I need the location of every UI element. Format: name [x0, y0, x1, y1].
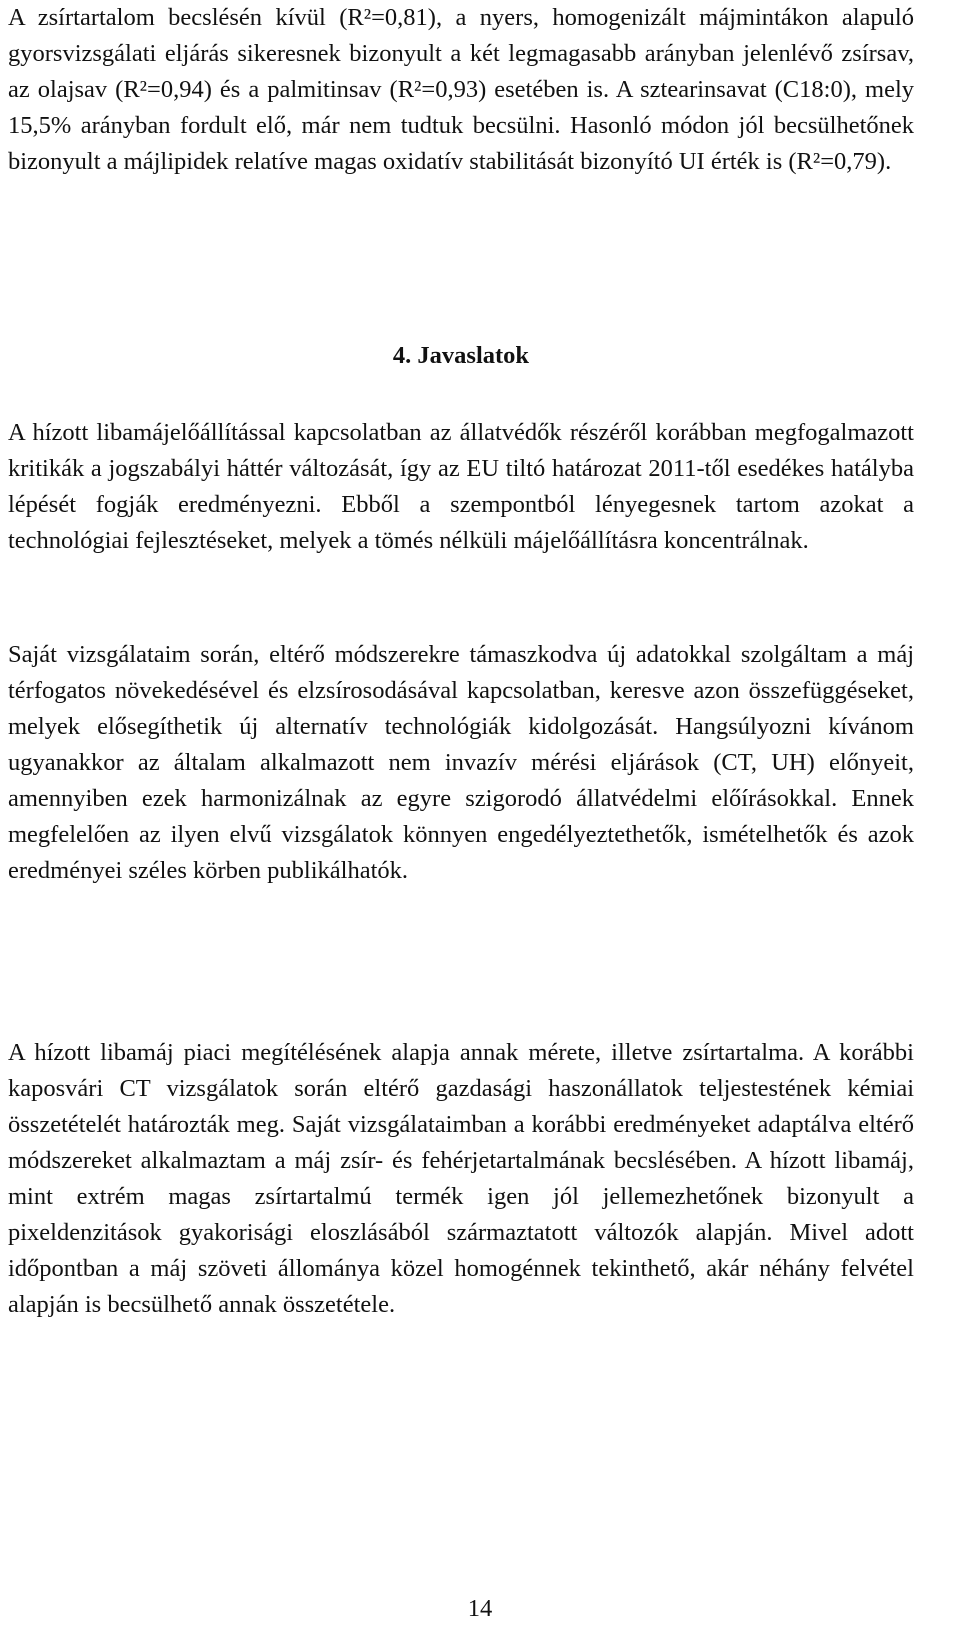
paragraph-market-evaluation: A hízott libamáj piaci megítélésének alapja annak mérete, illetve zsírtartalma. A korábbi kaposvári CT vizsgálatok során eltérő gazdasági haszonállatok teljestestének kémiai összetételét határozták meg. Saját vizsgálataimban a korábbi eredményeket adaptálva eltérő módszereket alkalmaztam a máj zsír- és fehérjetartalmának becslésében. A hízott libamáj, mint extrém magas zsírtartalmú termék igen jól jellemezhetőnek bizonyult a pixeldenzitások gyakorisági eloszlásából származtatott változók alapján. Mivel adott időpontban a máj szöveti állománya közel homogénnek tekinthető, akár néhány felvétel alapján is becsülhető annak összetétele. — [8, 1039, 914, 1318]
section-heading: 4. Javaslatok — [392, 342, 530, 369]
paragraph-animal-welfare: A hízott libamájelőállítással kapcsolatban az állatvédők részéről korábban megfogalmazott kritikák a jogszabályi háttér változását, így az EU tiltó határozat 2011-től esedékes hatályba lépését fogják eredményezni. Ebből a szempontból lényegesnek tartom azokat a technológiai fejlesztéseket, melyek a tömés nélküli májelőállításra koncentrálnak. — [8, 419, 914, 554]
paragraph-own-studies: Saját vizsgálataim során, eltérő módszerekre támaszkodva új adatokkal szolgáltam a máj térfogatos növekedésével és elzsírosodásával kapcsolatban, keresve azon összefüggéseket, melyek elősegíthetik új alternatív technológiák kidolgozását. Hangsúlyozni kívánom ugyanakkor az általam alkalmazott nem invazív mérési eljárások (CT, UH) előnyeit, amennyiben ezek harmonizálnak az egyre szigorodó állatvédelmi előírásokkal. Ennek megfelelően az ilyen elvű vizsgálatok könnyen engedélyeztethetők, ismételhetők és azok eredményei széles körben publikálhatók. — [8, 641, 914, 884]
paragraph-fat-content-estimation: A zsírtartalom becslésén kívül (R²=0,81), a nyers, homogenizált májmintákon alapuló gyorsvizsgálati eljárás sikeresnek bizonyult a két legmagasabb arányban jelenlévő zsírsav, az olajsav (R²=0,94) és a palmitinsav (R²=0,93) esetében is. A sztearinsavat (C18:0), mely 15,5% arányban fordult elő, már nem tudtuk becsülni. Hasonló módon jól becsülhetőnek bizonyult a májlipidek relatíve magas oxidatív stabilitását bizonyító UI érték is (R²=0,79). — [8, 4, 914, 175]
page-number: 14 — [467, 1595, 493, 1622]
